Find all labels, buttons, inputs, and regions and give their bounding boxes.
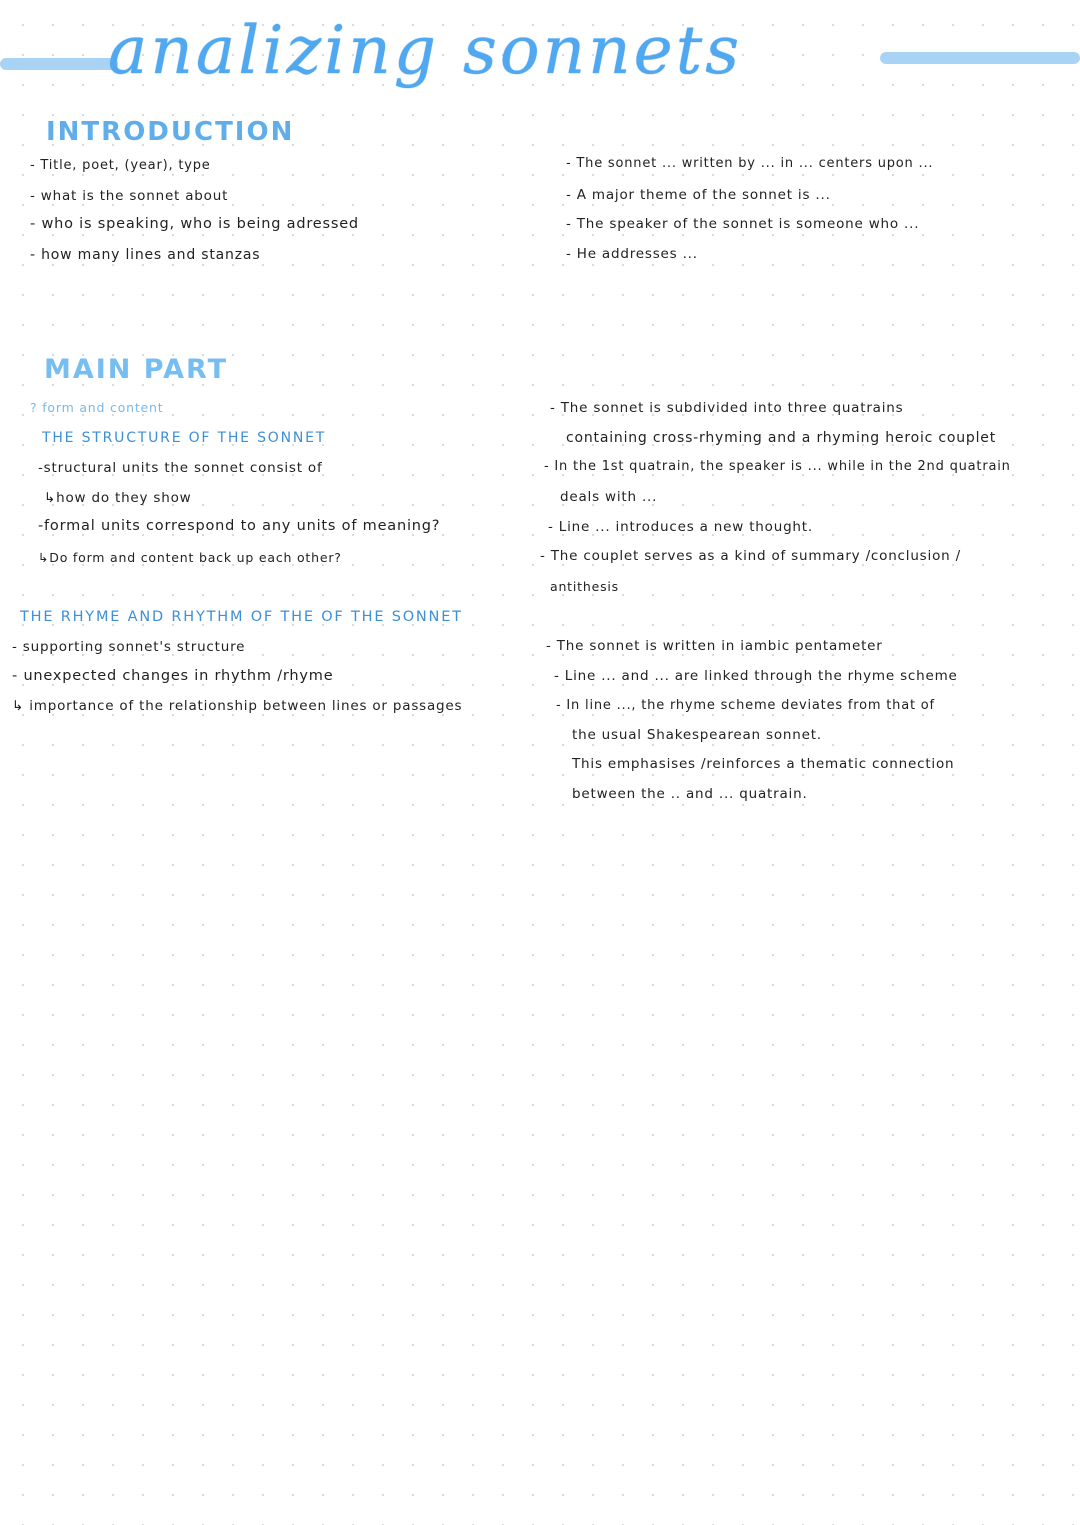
intro-left-line: - who is speaking, who is being adressed xyxy=(30,216,359,232)
rhyme-right-line: - Line ... and ... are linked through the rhyme scheme xyxy=(554,668,958,684)
structure-left-line: ↳how do they show xyxy=(44,490,192,506)
rhyme-right-line: - The sonnet is written in iambic pentameter xyxy=(546,638,883,654)
intro-left-line: - what is the sonnet about xyxy=(30,188,229,204)
rhyme-right-line: This emphasises /reinforces a thematic connection xyxy=(572,756,955,772)
structure-left-line: -formal units correspond to any units of meaning? xyxy=(38,518,441,534)
intro-right-line: - The speaker of the sonnet is someone who ... xyxy=(566,216,920,232)
rhyme-right-line: the usual Shakespearean sonnet. xyxy=(572,727,822,743)
structure-right-line: deals with ... xyxy=(560,489,658,505)
structure-right-line: - The sonnet is subdivided into three quatrains xyxy=(550,400,904,416)
structure-right-line: - Line ... introduces a new thought. xyxy=(548,519,813,535)
structure-right-line: antithesis xyxy=(550,579,619,594)
structure-heading: THE STRUCTURE OF THE SONNET xyxy=(42,430,327,446)
page-title: analizing sonnets xyxy=(108,12,743,89)
form-content-label: ? form and content xyxy=(30,400,164,415)
structure-left-line: -structural units the sonnet consist of xyxy=(38,460,323,476)
structure-right-line: - In the 1st quatrain, the speaker is ... while in the 2nd quatrain xyxy=(544,459,1011,474)
main-part-heading: MAIN PART xyxy=(44,354,229,385)
intro-left-line: - how many lines and stanzas xyxy=(30,247,261,263)
intro-right-line: - He addresses ... xyxy=(566,246,698,262)
structure-right-line: containing cross-rhyming and a rhyming heroic couplet xyxy=(566,430,996,446)
title-underline-left xyxy=(0,58,118,70)
rhyme-left-line: ↳ importance of the relationship between lines or passages xyxy=(12,698,463,714)
intro-left-line: - Title, poet, (year), type xyxy=(30,158,211,173)
rhyme-right-line: between the .. and ... quatrain. xyxy=(572,786,808,802)
structure-right-line: - The couplet serves as a kind of summary /conclusion / xyxy=(540,548,961,564)
intro-right-line: - The sonnet ... written by ... in ... centers upon ... xyxy=(566,156,934,171)
intro-right-line: - A major theme of the sonnet is ... xyxy=(566,187,831,203)
title-underline-right xyxy=(880,52,1080,64)
rhyme-rhythm-heading: THE RHYME AND RHYTHM OF THE OF THE SONNET xyxy=(20,609,463,625)
rhyme-left-line: - unexpected changes in rhythm /rhyme xyxy=(12,668,334,684)
structure-left-line: ↳Do form and content back up each other? xyxy=(38,550,342,565)
introduction-heading: INTRODUCTION xyxy=(46,117,295,147)
rhyme-left-line: - supporting sonnet's structure xyxy=(12,639,246,655)
rhyme-right-line: - In line ..., the rhyme scheme deviates from that of xyxy=(556,698,935,713)
